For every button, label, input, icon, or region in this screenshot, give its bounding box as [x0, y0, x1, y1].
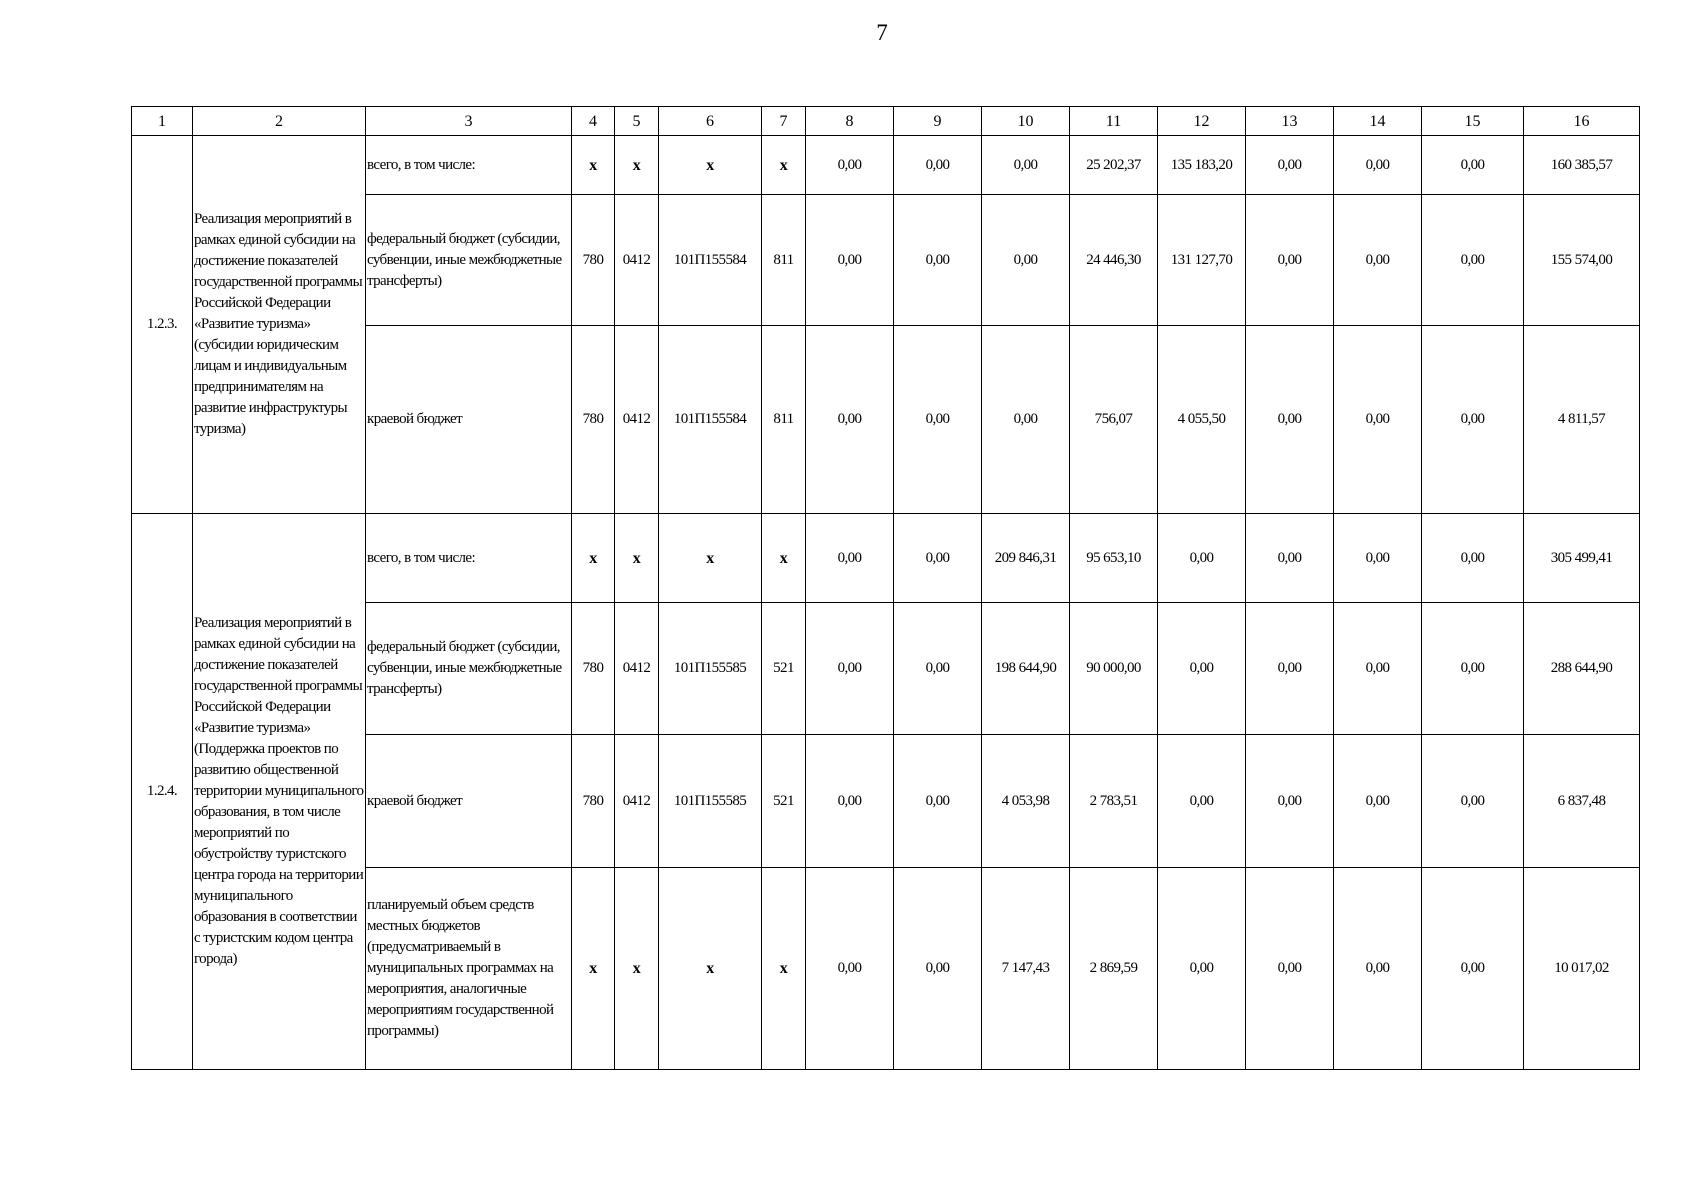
table-cell: 0,00 [894, 868, 982, 1070]
column-header: 10 [982, 107, 1070, 136]
table-cell: 0412 [615, 326, 659, 514]
table-cell: 209 846,31 [982, 514, 1070, 603]
table-cell: 0,00 [1422, 136, 1524, 195]
table-cell: 811 [762, 195, 806, 326]
table-cell: 101П155585 [659, 603, 762, 735]
table-cell: x [572, 514, 615, 603]
table-cell: 780 [572, 195, 615, 326]
table-cell: 0,00 [1246, 868, 1334, 1070]
column-header: 2 [193, 107, 366, 136]
table-cell: 0412 [615, 195, 659, 326]
table-cell: 0,00 [1158, 868, 1246, 1070]
table-cell: 131 127,70 [1158, 195, 1246, 326]
table-cell: 0,00 [1246, 735, 1334, 868]
table-cell: 0,00 [894, 514, 982, 603]
table-cell: 0,00 [806, 514, 894, 603]
table-cell: 0,00 [1334, 514, 1422, 603]
table-row [132, 514, 1640, 603]
table-cell: 7 147,43 [982, 868, 1070, 1070]
table-cell: 135 183,20 [1158, 136, 1246, 195]
table-cell: 198 644,90 [982, 603, 1070, 735]
funding-source: планируемый объем средств местных бюджетов (предусматриваемый в муниципальных программах на мероприятия, аналогичные мероприятиям государственной программы) [366, 868, 572, 1070]
table-cell: 4 811,57 [1524, 326, 1640, 514]
table-cell: 0,00 [982, 136, 1070, 195]
table-cell: 4 053,98 [982, 735, 1070, 868]
table-cell: 0,00 [806, 735, 894, 868]
table-cell: 0412 [615, 735, 659, 868]
column-header: 14 [1334, 107, 1422, 136]
funding-source: краевой бюджет [366, 326, 572, 514]
table-cell: 90 000,00 [1070, 603, 1158, 735]
table-cell: x [762, 136, 806, 195]
column-header: 4 [572, 107, 615, 136]
table-cell: 0,00 [1422, 514, 1524, 603]
table-cell: 2 783,51 [1070, 735, 1158, 868]
table-cell: x [659, 868, 762, 1070]
table-cell: 0,00 [1334, 195, 1422, 326]
table-cell: 305 499,41 [1524, 514, 1640, 603]
table-cell: 101П155584 [659, 195, 762, 326]
table-cell: 0,00 [1246, 514, 1334, 603]
table-cell: 0,00 [1158, 514, 1246, 603]
table-cell: 0,00 [1246, 326, 1334, 514]
table-cell: 0,00 [1334, 735, 1422, 868]
funding-source: федеральный бюджет (субсидии, субвенции, иные межбюджетные трансферты) [366, 603, 572, 735]
table-cell: 0,00 [1422, 868, 1524, 1070]
table-cell: 0,00 [894, 735, 982, 868]
column-header: 16 [1524, 107, 1640, 136]
table-cell: x [659, 514, 762, 603]
table-cell: 0,00 [894, 603, 982, 735]
table-cell: 0,00 [806, 326, 894, 514]
table-cell: 0412 [615, 603, 659, 735]
table-cell: 0,00 [1158, 735, 1246, 868]
column-header: 9 [894, 107, 982, 136]
funding-source: краевой бюджет [366, 735, 572, 868]
table-cell: 756,07 [1070, 326, 1158, 514]
table-cell: 0,00 [806, 195, 894, 326]
table-cell: 0,00 [1422, 603, 1524, 735]
table-cell: 4 055,50 [1158, 326, 1246, 514]
table-cell: 6 837,48 [1524, 735, 1640, 868]
item-number: 1.2.4. [132, 514, 193, 1070]
column-header: 6 [659, 107, 762, 136]
funding-source: всего, в том числе: [366, 514, 572, 603]
table-cell: 0,00 [894, 136, 982, 195]
table-cell: 0,00 [806, 868, 894, 1070]
table-cell: 780 [572, 735, 615, 868]
table-cell: x [615, 136, 659, 195]
table-cell: 0,00 [982, 326, 1070, 514]
table-cell: 0,00 [1422, 195, 1524, 326]
table-cell: 155 574,00 [1524, 195, 1640, 326]
column-header: 1 [132, 107, 193, 136]
column-header: 13 [1246, 107, 1334, 136]
table-cell: 0,00 [1334, 326, 1422, 514]
table-cell: 0,00 [1158, 603, 1246, 735]
table-cell: 95 653,10 [1070, 514, 1158, 603]
table-cell: 0,00 [1422, 326, 1524, 514]
table-cell: 2 869,59 [1070, 868, 1158, 1070]
table-cell: 0,00 [1246, 136, 1334, 195]
table-cell: 780 [572, 326, 615, 514]
budget-table [131, 106, 1640, 1070]
table-cell: 0,00 [982, 195, 1070, 326]
table-cell: 10 017,02 [1524, 868, 1640, 1070]
table-cell: 288 644,90 [1524, 603, 1640, 735]
table-cell: x [762, 868, 806, 1070]
table-cell: 521 [762, 603, 806, 735]
table-cell: x [572, 136, 615, 195]
table-cell: x [659, 136, 762, 195]
column-header: 5 [615, 107, 659, 136]
column-header: 7 [762, 107, 806, 136]
table-cell: 0,00 [1246, 603, 1334, 735]
column-header: 8 [806, 107, 894, 136]
table-row [132, 136, 1640, 195]
table-cell: 0,00 [1334, 603, 1422, 735]
table-cell: 101П155585 [659, 735, 762, 868]
table-cell: 521 [762, 735, 806, 868]
table-cell: 0,00 [1422, 735, 1524, 868]
funding-source: всего, в том числе: [366, 136, 572, 195]
table-cell: 780 [572, 603, 615, 735]
page-number: 7 [876, 20, 888, 45]
table-cell: 0,00 [1246, 195, 1334, 326]
table-cell: x [615, 514, 659, 603]
column-header: 11 [1070, 107, 1158, 136]
column-number-header-row [132, 107, 1640, 136]
table-cell: 0,00 [806, 603, 894, 735]
table-cell: 0,00 [894, 326, 982, 514]
table-cell: x [572, 868, 615, 1070]
column-header: 3 [366, 107, 572, 136]
table-cell: x [762, 514, 806, 603]
column-header: 15 [1422, 107, 1524, 136]
table-cell: 0,00 [1334, 136, 1422, 195]
table-cell: 101П155584 [659, 326, 762, 514]
item-number: 1.2.3. [132, 136, 193, 514]
table-cell: x [615, 868, 659, 1070]
table-cell: 0,00 [806, 136, 894, 195]
table-cell: 160 385,57 [1524, 136, 1640, 195]
item-description: Реализация мероприятий в рамках единой субсидии на достижение показателей государственной программы Российской Федерации «Развитие туризма» (субсидии юридическим лицам и индивидуальным предпринимателям на развитие инфраструктуры туризма) [193, 136, 366, 514]
table-cell: 811 [762, 326, 806, 514]
item-description: Реализация мероприятий в рамках единой субсидии на достижение показателей государственной программы Российской Федерации «Развитие туризма» (Поддержка проектов по развитию общественной территории муниципального образования, в том числе мероприятий по обустройству туристского центра города на территории муниципального образования в соответствии с туристским кодом центра города) [193, 514, 366, 1070]
table-cell: 0,00 [894, 195, 982, 326]
table-cell: 0,00 [1334, 868, 1422, 1070]
table-cell: 24 446,30 [1070, 195, 1158, 326]
column-header: 12 [1158, 107, 1246, 136]
funding-source: федеральный бюджет (субсидии, субвенции, иные межбюджетные трансферты) [366, 195, 572, 326]
table-cell: 25 202,37 [1070, 136, 1158, 195]
